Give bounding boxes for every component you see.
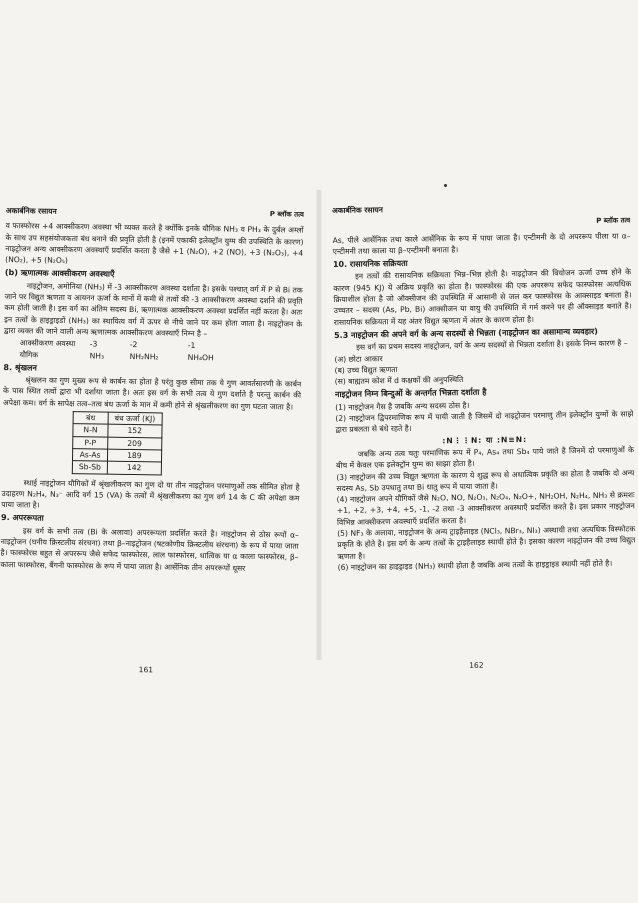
page-header <box>332 200 630 216</box>
paragraph: स्थाई नाइट्रोजन यौगिकों में श्रृंखलीकरण का गुण दो या तीन नाइट्रोजन परमाणुओं तक सीमित होता है उदाहरण N₂H₄, N₃⁻ आदि वर्ग 15 (VA) के तत्वों में श्रृंखलीकरण का गुण वर्ग 14 के C की अपेक्षा कम पाया जाता है। <box>1 477 300 510</box>
paragraph: जबकि अन्य तत्व चतुः परमाणिक रूप में P₄, As₄ तथा Sb₄ पाये जाते है जिनमें दो परमाणुओं के बीच में केवल एक इलेक्ट्रॉन युग्म का साझा होता है। <box>336 445 634 471</box>
page-header <box>6 205 304 221</box>
page-162 <box>332 200 637 675</box>
header-chapter: P ब्लॉक तत्व <box>269 210 304 219</box>
page-number: 162 <box>469 660 484 670</box>
page-161 <box>0 205 304 680</box>
header-chapter: P ब्लॉक तत्व <box>596 216 631 226</box>
list-item: (अ) छोटा आकार <box>334 353 383 364</box>
energy-cell: 209 <box>108 437 162 450</box>
header-title: अकार्बनिक रसायन <box>332 205 383 215</box>
energy-cell: 152 <box>108 424 162 437</box>
section-heading: (b) ऋणात्मक आक्सीकरण अवस्थाएँ <box>4 268 115 280</box>
table-row <box>72 461 161 475</box>
bond-cell: P-P <box>73 436 108 449</box>
list-item: (2) नाइट्रोजन द्विपरमाणिक रूप में पायी जाती है जिसमें दो नाइट्रोजन परमाणु तीन इलेक्ट्रॉन युग्मों के साझे द्वारा प्रबलता से बंधे रहते है। <box>335 409 634 435</box>
bond-cell: N-N <box>73 424 108 437</box>
bond-cell: As-As <box>72 449 107 462</box>
compound-label: यौगिक <box>19 349 39 360</box>
points-list <box>335 397 633 436</box>
oxidation-state-table <box>20 338 302 365</box>
list-item: (1) नाइट्रोजन गैस है जबकि अन्य सदस्य ठोस है। <box>335 400 470 412</box>
compound-value: NH₂NH₂ <box>129 351 159 361</box>
paragraph: नाइट्रोजन, अमोनिया (NH₃) में -3 आक्सीकरण अवस्था दर्शाता है। इसके पश्चात् वर्ग में P से Bi तक जाने पर विद्युत ऋणता व आयनन ऊर्जा के मानों में कमी से तत्वों की -3 आक्सीकरण अवस्था दर्शाने की प्रवृति कम होती जाती है। इस वर्ग का अंतिम सदस्य Bi, ऋणात्मक आक्सीकरण अवस्था प्रदर्शित नहीं करता है। अतः इन तत्वों के हाइड्राइडों (NH₃) का स्थायित्व वर्ग में ऊपर से नीचे जाने पर कम होता जाता है। नाइट्रोजन के द्वारा व्यक्त की जाने वाली अन्य ऋणात्मक आक्सीकरण अवस्थाएँ निम्न है – <box>3 281 303 339</box>
ox-value: -1 <box>187 341 196 351</box>
list-item: (ब) उच्च विद्युत ऋणता <box>334 364 398 375</box>
ox-value: -2 <box>129 340 138 350</box>
energy-cell: 189 <box>108 449 162 462</box>
ox-value: -3 <box>89 339 98 349</box>
section-heading: 5.3 नाइट्रोजन की अपने वर्ग के अन्य सदस्यों से भिन्नता (नाइट्रोजन का असामान्य व्यवहार) <box>333 326 598 340</box>
compound-value: NH₄OH <box>187 352 214 362</box>
section-heading: 10. रासायनिक सक्रियता <box>332 259 408 270</box>
ox-label: आक्सीकरण अवस्था <box>19 338 76 349</box>
speck <box>444 184 447 187</box>
column-header: बंध <box>73 412 108 425</box>
points-list <box>336 467 636 573</box>
paragraph: व फास्फोरस +4 आक्सीकरण अवस्था भी व्यक्त करते है क्योंकि इनके यौगिक NH₃ व PH₃ के दुर्बल अम्लों के साथ उप सहसंयोजकता बंध बनाने की प्रवृति होती है (इनमें एकाकी इलेक्ट्रॉन युग्म की उपस्थिति के कारण) नाइट्रोजन अन्य आक्सीकरण अवस्थाएँ प्रदर्शित करता है जैसे +1 (N₂O), +2 (NO), +3 (N₂O₃), +4 (NO₂), +5 (N₂O₅) <box>5 221 304 266</box>
bond-cell: Sb-Sb <box>72 461 107 474</box>
paragraph: As, पीले आर्सेनिक तथा काले आर्सेनिक के रूप में पाया जाता है। एन्टीमनी के दो अपररूप पीला या α– एन्टीमनी तथा काला या β–एन्टीमनी बनाता है। <box>332 230 631 256</box>
header-title: अकार्बनिक रसायन <box>5 205 57 216</box>
book-spread <box>0 205 638 675</box>
bond-energy-table <box>72 411 163 475</box>
list-item: (4) नाइट्रोजन अपने यौगिकों जैसे N₂O, NO, N₂O₃, N₂O₄, N₂O+, NH₂OH, N₂H₄, NH₃ से क्रमशः +1, +2, +3, +4, +5, -1, -2 तथा -3 आक्सीकरण अवस्थाएँ प्रदर्शित करते है। इस प्रकार नाइट्रोजन विभिन्न आक्सीकरण अवस्थाएँ प्रदर्शित करता है। <box>336 490 635 527</box>
energy-cell: 142 <box>107 461 161 474</box>
table-row <box>73 424 162 438</box>
table-row <box>72 449 161 463</box>
compound-value: NH₃ <box>89 350 105 361</box>
column-header: बंध ऊर्जा (KJ) <box>108 412 162 425</box>
nitrogen-formula: :N⋮⋮N: या :N≡N: <box>442 434 528 445</box>
reasons-list <box>334 349 632 388</box>
section-heading: 8. श्रृंखलन <box>3 362 37 373</box>
list-item: (स) बाह्यतम कोश में d कक्षकों की अनुपस्थिति <box>334 375 464 387</box>
table-header-row <box>73 412 162 426</box>
table-row <box>73 436 162 450</box>
section-heading: नाइट्रोजन निम्न बिन्दुओं के अन्तर्गत भिन्नता दर्शाता है <box>334 388 487 400</box>
paragraph: इस वर्ग का प्रथम सदस्य नाइट्रोजन, वर्ग के अन्य सदस्यों से भिन्नता दर्शाता है। इसके निम्न कारण है – <box>356 338 628 352</box>
page-number: 161 <box>138 664 154 675</box>
section-heading: 9. अपररूपता <box>1 513 44 524</box>
paragraph: इस वर्ग के सभी तत्व (Bi के अलावा) अपररूपता प्रदर्शित करते है। नाइट्रोजन से ठोस रूपों α–नाइट्रोजन (घनीय क्रिस्टलीय संरचना) तथा β–नाइट्रोजन (षटकोणीय क्रिस्टलीय संरचना) के रूप में पाया जाता है। फास्फोरस बहुत से अपररूप जैसे सफेद फास्फोरस, लाल फास्फोरस, धात्विक या α काला फास्फोरस, β– काला फास्फोरस, बैंगनी फास्फोरस के रूप में पाया जाता है। आर्सेनिक तीन अपररूपों धूसर <box>0 526 299 573</box>
list-item: (6) नाइट्रोजन का हाइड्राइड (NH₃) स्थायी होता है जबकि अन्य तत्वों के हाइड्राइड स्थायी नहीं होते है। <box>337 558 613 572</box>
list-item: (5) NF₃ के अलावा, नाइट्रोजन के अन्य ट्राइहैलाइड (NCl₃, NBr₃, NI₃) अस्थायी तथा अत्यधिक विस्फोटक प्रकृति के होते है। इस वर्ग के अन्य तत्वों के ट्राइहैलाइड स्थायी होते है। इसका कारण नाइट्रोजन की उच्च विद्युत ऋणता है। <box>337 524 636 561</box>
paragraph: श्रृंखलन का गुण मुख्य रूप से कार्बन का होता है परंतु कुछ सीमा तक ये गुण आवर्तसारणी के कार्बन के पास स्थित तत्वों द्वारा भी दर्शाया जाता है। अतः इस वर्ग के सभी तत्व ये गुण दर्शाते है परन्तु कार्बन की अपेक्षा कम। वर्ग के सापेक्ष तत्व–तत्व बंध ऊर्जा के मान में कमी होने से श्रृंखलीकरण का गुण घटता जाता है। <box>2 375 302 412</box>
list-item: (3) नाइट्रोजन की उच्च विद्युत ऋणता के कारण ये शुद्ध रूप से अधात्विक प्रकृति का होता है जबकि दो अन्य सदस्य As, Sb उपधातु तथा Bi धातु रूप में पाया जाता है। <box>336 467 635 493</box>
paragraph: इन तत्वों की रासायनिक सक्रियता भिन्न–भिन्न होती है। नाइट्रोजन की वियोजन ऊर्जा उच्च होने के कारण (945 KJ) ये अक्रिय प्रकृति का होता है। फास्फोरस की एक अपररूप सफेद फास्फोरस अत्यधिक क्रियाशील होता है जो ऑक्सीजन की उपस्थिति में आसानी से जल कर फास्फोरस के आक्साइड बनाता है। उच्चतर – सदस्य (As, Pb, Bi) आक्सीजन या वायु की उपस्थिति में गर्म करने पर ही ऑक्साइड बनाते है। रासायनिक सक्रियता में यह अंतर विद्युत ऋणता में अंतर के कारण होता है। <box>333 267 632 327</box>
